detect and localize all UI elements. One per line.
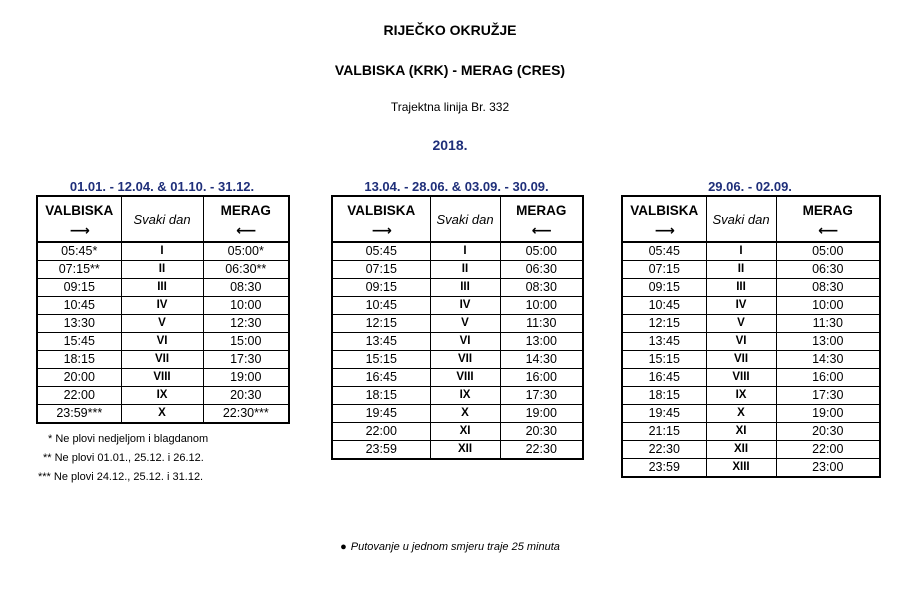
departure-time: 05:45 <box>332 242 430 261</box>
table-row <box>332 441 583 460</box>
table-row <box>622 297 880 315</box>
table-row <box>622 315 880 333</box>
arrival-time: 20:30 <box>203 387 289 405</box>
trip-number: VI <box>121 333 203 351</box>
schedule-winter <box>36 178 290 424</box>
arrival-time: 14:30 <box>500 351 583 369</box>
arrow-right-icon: ⟶ <box>69 223 89 239</box>
table-header-row <box>37 196 289 242</box>
table-row <box>622 387 880 405</box>
trip-number: VI <box>430 333 500 351</box>
travel-duration-text: Putovanje u jednom smjeru traje 25 minuta <box>350 541 560 553</box>
trip-number: X <box>706 405 776 423</box>
table-row <box>332 387 583 405</box>
timetable-body <box>622 242 880 477</box>
arrival-time: 05:00* <box>203 242 289 261</box>
footnote-double-asterisk: ** Ne plovi 01.01., 25.12. i 26.12. <box>43 452 204 464</box>
timetable-body <box>37 242 289 423</box>
departure-time: 16:45 <box>622 369 706 387</box>
trip-number: XII <box>706 441 776 459</box>
departure-port-label: VALBISKA <box>45 203 114 218</box>
trip-number: IX <box>121 387 203 405</box>
departure-time: 22:30 <box>622 441 706 459</box>
arrow-right-icon: ⟶ <box>371 223 391 239</box>
arrival-port-header <box>776 196 880 242</box>
departure-time: 18:15 <box>332 387 430 405</box>
departure-time: 15:15 <box>622 351 706 369</box>
table-row <box>37 242 289 261</box>
departure-time: 19:45 <box>332 405 430 423</box>
schedule-shoulder <box>331 178 584 460</box>
arrival-time: 17:30 <box>203 351 289 369</box>
arrival-time: 10:00 <box>203 297 289 315</box>
arrival-time: 17:30 <box>776 387 880 405</box>
period-label: 29.06. - 02.09. <box>708 179 792 194</box>
table-row <box>332 242 583 261</box>
departure-time: 15:45 <box>37 333 121 351</box>
trip-number: IV <box>430 297 500 315</box>
arrow-left-icon: ⟵ <box>818 223 838 239</box>
table-row <box>37 279 289 297</box>
footnotes <box>38 430 208 487</box>
footnote-single-asterisk: * Ne plovi nedjeljom i blagdanom <box>48 433 209 445</box>
trip-number: IV <box>706 297 776 315</box>
departure-port-header <box>37 196 121 242</box>
trip-number: III <box>121 279 203 297</box>
frequency-header: Svaki dan <box>706 196 776 242</box>
arrival-time: 08:30 <box>500 279 583 297</box>
arrival-port-label: MERAG <box>802 203 853 218</box>
table-row <box>622 369 880 387</box>
timetable <box>331 195 584 460</box>
departure-time: 22:00 <box>332 423 430 441</box>
trip-number: XI <box>430 423 500 441</box>
arrival-time: 16:00 <box>500 369 583 387</box>
frequency-header: Svaki dan <box>121 196 203 242</box>
arrival-time: 06:30 <box>500 261 583 279</box>
departure-port-header <box>332 196 430 242</box>
trip-number: VII <box>706 351 776 369</box>
frequency-header: Svaki dan <box>430 196 500 242</box>
timetable <box>621 195 881 478</box>
arrival-time: 22:30*** <box>203 405 289 424</box>
arrival-port-label: MERAG <box>220 203 271 218</box>
table-row <box>622 333 880 351</box>
arrival-time: 05:00 <box>776 242 880 261</box>
arrival-time: 16:00 <box>776 369 880 387</box>
table-row <box>37 351 289 369</box>
departure-time: 21:15 <box>622 423 706 441</box>
departure-time: 10:45 <box>37 297 121 315</box>
arrival-time: 19:00 <box>776 405 880 423</box>
departure-time: 23:59 <box>622 459 706 478</box>
trip-number: V <box>121 315 203 333</box>
trip-number: XIII <box>706 459 776 478</box>
trip-number: I <box>430 242 500 261</box>
arrival-time: 13:00 <box>776 333 880 351</box>
trip-number: XII <box>430 441 500 460</box>
departure-time: 15:15 <box>332 351 430 369</box>
departure-port-label: VALBISKA <box>347 203 416 218</box>
trip-number: VII <box>430 351 500 369</box>
line-number: Trajektna linija Br. 332 <box>390 100 510 114</box>
arrow-right-icon: ⟶ <box>654 223 674 239</box>
departure-time: 13:45 <box>332 333 430 351</box>
departure-port-header <box>622 196 706 242</box>
arrival-time: 23:00 <box>776 459 880 478</box>
departure-time: 09:15 <box>622 279 706 297</box>
trip-number: I <box>121 242 203 261</box>
arrival-time: 05:00 <box>500 242 583 261</box>
departure-time: 05:45 <box>622 242 706 261</box>
table-row <box>332 315 583 333</box>
table-row <box>332 405 583 423</box>
trip-number: X <box>121 405 203 424</box>
trip-number: IV <box>121 297 203 315</box>
table-row <box>622 242 880 261</box>
departure-time: 18:15 <box>37 351 121 369</box>
arrival-time: 17:30 <box>500 387 583 405</box>
departure-time: 23:59*** <box>37 405 121 424</box>
departure-time: 22:00 <box>37 387 121 405</box>
table-header-row <box>622 196 880 242</box>
table-row <box>37 297 289 315</box>
arrival-time: 22:30 <box>500 441 583 460</box>
departure-time: 18:15 <box>622 387 706 405</box>
schedule-summer <box>621 178 881 478</box>
arrival-time: 06:30 <box>776 261 880 279</box>
table-row <box>332 369 583 387</box>
departure-time: 13:45 <box>622 333 706 351</box>
departure-time: 07:15 <box>622 261 706 279</box>
table-row <box>332 333 583 351</box>
trip-number: VIII <box>706 369 776 387</box>
table-row <box>332 423 583 441</box>
trip-number: VII <box>121 351 203 369</box>
departure-time: 13:30 <box>37 315 121 333</box>
table-row <box>37 333 289 351</box>
arrival-time: 10:00 <box>500 297 583 315</box>
trip-number: II <box>430 261 500 279</box>
departure-time: 09:15 <box>37 279 121 297</box>
trip-number: X <box>430 405 500 423</box>
arrival-time: 19:00 <box>500 405 583 423</box>
departure-time: 12:15 <box>622 315 706 333</box>
table-row <box>37 405 289 424</box>
period-label: 01.01. - 12.04. & 01.10. - 31.12. <box>69 179 255 194</box>
departure-time: 05:45* <box>37 242 121 261</box>
table-row <box>622 351 880 369</box>
travel-duration-note <box>0 541 900 553</box>
trip-number: VIII <box>430 369 500 387</box>
arrival-time: 13:00 <box>500 333 583 351</box>
arrival-time: 20:30 <box>776 423 880 441</box>
departure-time: 09:15 <box>332 279 430 297</box>
arrival-time: 20:30 <box>500 423 583 441</box>
arrival-time: 12:30 <box>203 315 289 333</box>
table-row <box>332 351 583 369</box>
arrival-time: 08:30 <box>203 279 289 297</box>
table-row <box>37 387 289 405</box>
arrival-port-header <box>203 196 289 242</box>
trip-number: II <box>121 261 203 279</box>
trip-number: XI <box>706 423 776 441</box>
year-title: 2018. <box>432 137 468 153</box>
table-row <box>332 279 583 297</box>
departure-port-label: VALBISKA <box>630 203 699 218</box>
region-title: RIJEČKO OKRUŽJE <box>383 22 517 38</box>
footnote-triple-asterisk: *** Ne plovi 24.12., 25.12. i 31.12. <box>38 471 204 483</box>
bullet-icon: ● <box>340 541 347 553</box>
trip-number: IX <box>706 387 776 405</box>
trip-number: III <box>706 279 776 297</box>
trip-number: VI <box>706 333 776 351</box>
departure-time: 10:45 <box>332 297 430 315</box>
arrival-port-header <box>500 196 583 242</box>
timetable <box>36 195 290 424</box>
period-label: 13.04. - 28.06. & 03.09. - 30.09. <box>364 179 549 194</box>
departure-time: 12:15 <box>332 315 430 333</box>
route-title: VALBISKA (KRK) - MERAG (CRES) <box>334 62 566 78</box>
table-row <box>622 459 880 478</box>
arrival-time: 10:00 <box>776 297 880 315</box>
table-row <box>622 261 880 279</box>
arrow-left-icon: ⟵ <box>531 223 551 239</box>
trip-number: V <box>706 315 776 333</box>
trip-number: V <box>430 315 500 333</box>
arrival-time: 08:30 <box>776 279 880 297</box>
trip-number: III <box>430 279 500 297</box>
arrival-time: 19:00 <box>203 369 289 387</box>
timetable-body <box>332 242 583 459</box>
trip-number: IX <box>430 387 500 405</box>
trip-number: I <box>706 242 776 261</box>
table-row <box>622 441 880 459</box>
table-row <box>332 261 583 279</box>
arrival-time: 15:00 <box>203 333 289 351</box>
arrival-time: 06:30** <box>203 261 289 279</box>
table-header-row <box>332 196 583 242</box>
trip-number: II <box>706 261 776 279</box>
table-row <box>622 405 880 423</box>
arrival-port-label: MERAG <box>516 203 567 218</box>
departure-time: 07:15 <box>332 261 430 279</box>
arrival-time: 11:30 <box>500 315 583 333</box>
arrival-time: 22:00 <box>776 441 880 459</box>
arrival-time: 14:30 <box>776 351 880 369</box>
departure-time: 16:45 <box>332 369 430 387</box>
trip-number: VIII <box>121 369 203 387</box>
arrow-left-icon: ⟵ <box>236 223 256 239</box>
departure-time: 07:15** <box>37 261 121 279</box>
departure-time: 10:45 <box>622 297 706 315</box>
table-row <box>37 315 289 333</box>
table-row <box>622 279 880 297</box>
table-row <box>37 369 289 387</box>
departure-time: 23:59 <box>332 441 430 460</box>
table-row <box>37 261 289 279</box>
table-row <box>622 423 880 441</box>
table-row <box>332 297 583 315</box>
departure-time: 20:00 <box>37 369 121 387</box>
departure-time: 19:45 <box>622 405 706 423</box>
arrival-time: 11:30 <box>776 315 880 333</box>
